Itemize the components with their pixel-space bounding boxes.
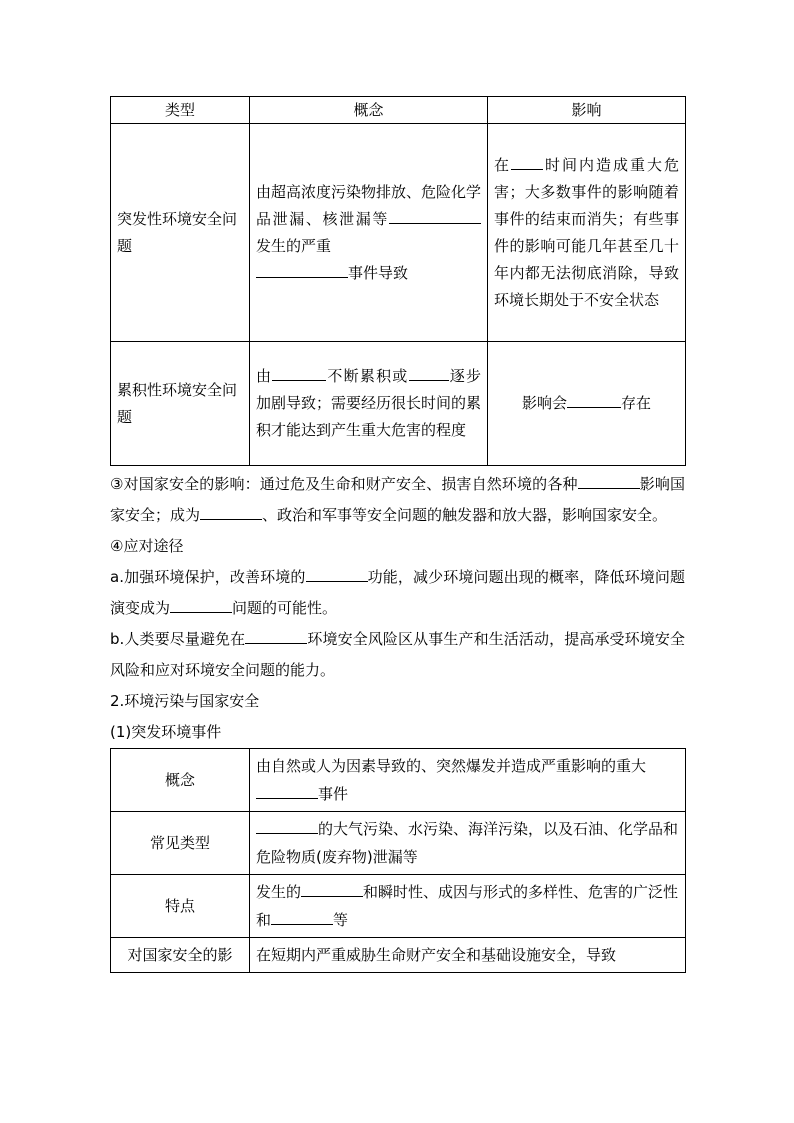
impact-cumulative-text-1: 影响会: [521, 394, 567, 412]
fill-blank[interactable]: [271, 908, 333, 925]
fill-blank[interactable]: [170, 596, 232, 613]
pb-text-1: b.人类要尽量避免在: [110, 630, 246, 648]
fill-blank[interactable]: [272, 364, 326, 381]
table-row-sudden: [111, 124, 686, 342]
row-label: 特点: [111, 875, 250, 938]
pa-text-1: a.加强环境保护，改善环境的: [110, 568, 306, 586]
row-content-text: 的大气污染、水污染、海洋污染，以及石油、化学品和危险物质(废弃物)泄漏等: [256, 820, 679, 866]
subsection-heading-sudden-events: (1)突发环境事件: [110, 723, 222, 741]
impact-cumulative: [488, 342, 686, 466]
table-header-row: [111, 97, 686, 124]
fill-blank[interactable]: [389, 207, 481, 224]
row-content: [250, 749, 686, 812]
concept-cumulative-text-2: 不断累积或: [326, 367, 409, 385]
paragraph-countermeasures-heading: ④应对途径: [110, 537, 184, 555]
row-label: 概念: [111, 749, 250, 812]
paragraph-countermeasure-b: [110, 624, 685, 686]
section-heading-pollution: 2.环境污染与国家安全: [110, 692, 260, 710]
p3-text-2: 影响国家安全；成为: [110, 475, 685, 524]
fill-blank[interactable]: [256, 261, 348, 278]
impact-sudden-text-2: 时间内造成重大危害；大多数事件的影响随着事件的结束而消失；有些事件的影响可能几年甚至几十年内都无法彻底消除，导致环境长期处于不安全状态: [494, 155, 679, 309]
body-text: [110, 469, 685, 748]
row-content: [250, 812, 686, 875]
concept-sudden-text-2: 发生的严重: [256, 236, 332, 255]
pa-text-3: 问题的可能性。: [232, 599, 338, 617]
environment-security-table: [110, 96, 686, 466]
concept-cumulative-text-1: 由: [256, 367, 273, 385]
paragraph-national-security-impact: [110, 469, 685, 531]
impact-sudden-text-1: 在: [494, 155, 511, 174]
sudden-environment-events-table: [110, 748, 686, 973]
row-content-text: 事件: [318, 785, 349, 803]
fill-blank[interactable]: [511, 153, 543, 170]
concept-sudden-text-1: 由超高浓度污染物排放、危险化学品泄漏、核泄漏等: [256, 182, 482, 228]
header-concept: 概念: [250, 97, 488, 124]
table-row: [111, 938, 686, 973]
pa-text-2: 功能，减少环境问题出现的概率，降低环境问题演变成为: [110, 568, 685, 617]
concept-cumulative-text-3: 逐步加剧导致；需要经历很长时间的累积才能达到产生重大危害的程度: [256, 367, 482, 439]
fill-blank[interactable]: [301, 880, 363, 897]
table-row: [111, 812, 686, 875]
fill-blank[interactable]: [578, 472, 640, 489]
document-page: [110, 96, 685, 973]
fill-blank[interactable]: [256, 817, 318, 834]
row-content-text: 等: [333, 911, 349, 929]
fill-blank[interactable]: [306, 565, 368, 582]
p3-text-1: ③对国家安全的影响：通过危及生命和财产安全、损害自然环境的各种: [110, 475, 578, 493]
row-label: 对国家安全的影: [111, 938, 250, 973]
fill-blank[interactable]: [200, 503, 262, 520]
fill-blank[interactable]: [409, 364, 449, 381]
fill-blank[interactable]: [256, 782, 318, 799]
header-type: 类型: [111, 97, 250, 124]
impact-sudden: [488, 124, 686, 342]
row-content-text: 和瞬时性、成因与形式的多样性、危害的广泛性和: [256, 883, 679, 929]
fill-blank[interactable]: [567, 391, 621, 408]
type-cumulative: 累积性环境安全问题: [111, 342, 250, 466]
concept-cumulative: [250, 342, 488, 466]
concept-sudden-text-3: 事件导致: [348, 263, 409, 282]
fill-blank[interactable]: [245, 627, 307, 644]
p3-text-3: 、政治和军事等安全问题的触发器和放大器，影响国家安全。: [262, 506, 668, 524]
row-content-text: 发生的: [256, 883, 302, 901]
table-row-cumulative: [111, 342, 686, 466]
row-content: [250, 875, 686, 938]
table-row: [111, 875, 686, 938]
type-sudden: 突发性环境安全问题: [111, 124, 250, 342]
row-content-text: 由自然或人为因素导致的、突然爆发并造成严重影响的重大: [256, 757, 647, 775]
row-label: 常见类型: [111, 812, 250, 875]
pb-text-2: 环境安全风险区从事生产和生活活动，提高承受环境安全风险和应对环境安全问题的能力。: [110, 630, 685, 679]
impact-cumulative-text-2: 存在: [621, 394, 652, 412]
header-impact: 影响: [488, 97, 686, 124]
row-content: 在短期内严重威胁生命财产安全和基础设施安全，导致: [250, 938, 686, 973]
table-row: [111, 749, 686, 812]
paragraph-countermeasure-a: [110, 562, 685, 624]
concept-sudden: [250, 124, 488, 342]
